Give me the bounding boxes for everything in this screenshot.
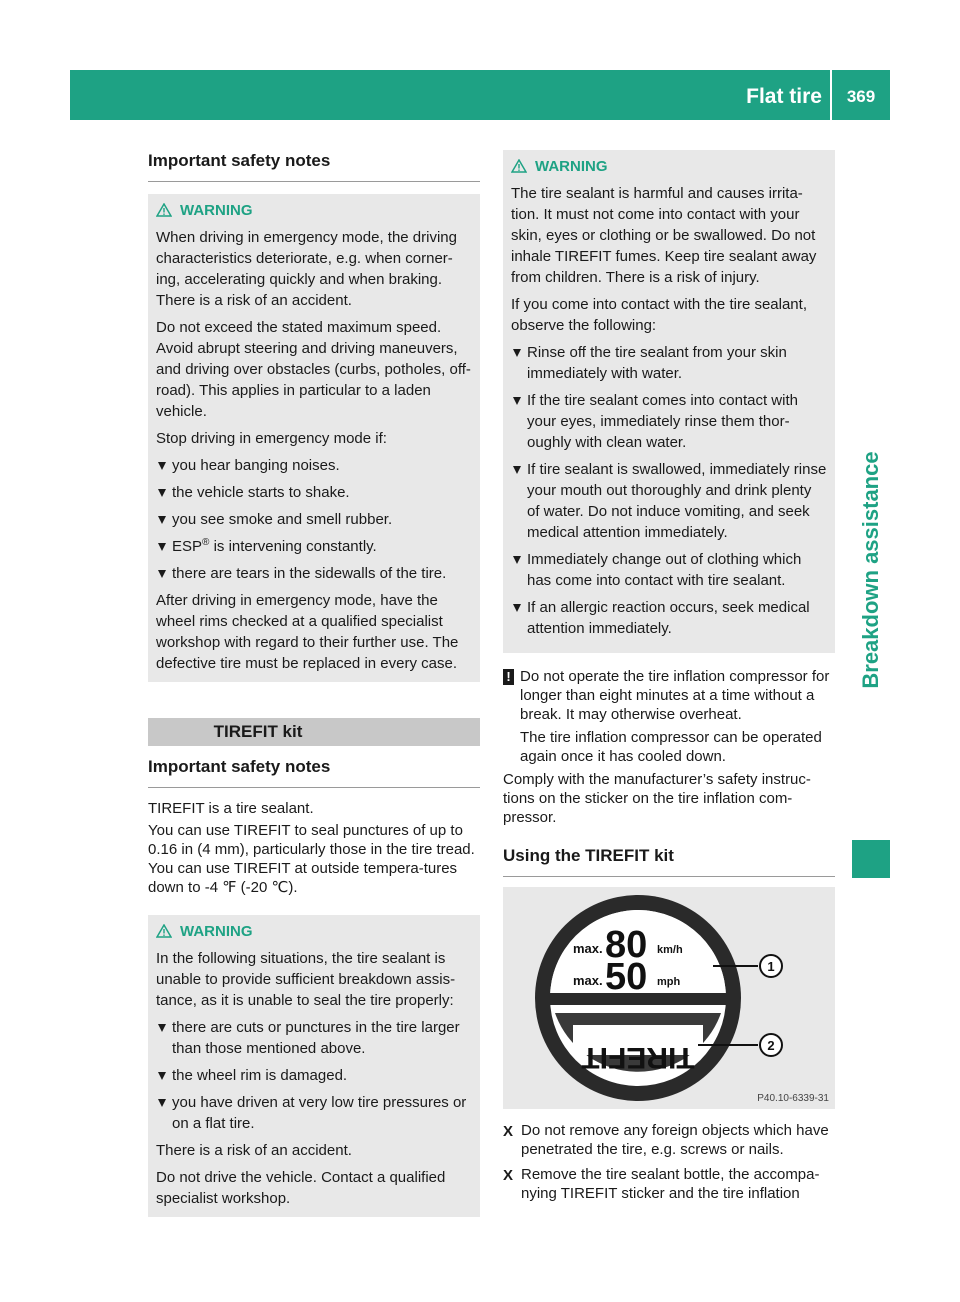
tirefit-sticker-figure bbox=[503, 887, 835, 1109]
section-title-safety-notes-2: Important safety notes bbox=[148, 756, 480, 788]
chapter-heading-tirefit: TIREFIT kit bbox=[148, 718, 480, 746]
sticker-max-label-2: max. bbox=[573, 973, 603, 988]
warning-box-sealant-limits bbox=[148, 915, 480, 1217]
body-text: TIREFIT is a tire sealant. bbox=[148, 800, 314, 817]
step-marker-icon: X bbox=[503, 1123, 514, 1140]
header-title: Flat tire bbox=[746, 85, 822, 108]
warning-text: Do not drive the vehicle. Contact a qualified specialist workshop. bbox=[156, 1169, 446, 1207]
step-marker-icon: X bbox=[503, 1167, 514, 1184]
header-divider bbox=[830, 70, 832, 120]
warning-title: WARNING bbox=[156, 201, 472, 221]
warning-text: There is a risk of an accident. bbox=[156, 1142, 352, 1159]
warning-text: The tire sealant is harmful and causes irrita-tion. It must not come into contact with your skin, eyes or clothing or be swallowed. Do not inhale TIREFIT fumes. Keep tire sealant away from children. There is a risk of injury. bbox=[511, 185, 817, 286]
list-item: there are tears in the sidewalls of the tire. bbox=[156, 563, 472, 584]
section-title-safety-notes: Important safety notes bbox=[148, 150, 480, 182]
callout-1: 1 bbox=[767, 959, 775, 974]
warning-box-sealant-harmful bbox=[503, 150, 835, 653]
page-header bbox=[70, 70, 890, 120]
note-text: Do not operate the tire inflation compressor for longer than eight minutes at a time without a break. It may otherwise overheat. bbox=[520, 668, 830, 723]
warning-text: In the following situations, the tire sealant is unable to provide sufficient breakdown assis-tance, as it is unable to seal the tire properly: bbox=[156, 950, 456, 1009]
warning-triangle-icon bbox=[511, 159, 527, 173]
page-number: 369 bbox=[846, 87, 876, 106]
list-item: ESP® is intervening constantly. bbox=[156, 536, 472, 557]
list-item: you have driven at very low tire pressures or on a flat tire. bbox=[156, 1092, 472, 1134]
warning-triangle-icon bbox=[156, 924, 172, 938]
sticker-max-label: max. bbox=[573, 941, 603, 956]
sticker-tirefit-mirrored: TIREFIT bbox=[581, 1041, 695, 1074]
step-item: X Do not remove any foreign objects which have penetrated the tire, e.g. screws or nails. bbox=[503, 1122, 829, 1158]
chapter-label: Breakdown assistance bbox=[858, 451, 883, 689]
list-item: If tire sealant is swallowed, immediately rinse your mouth out thoroughly and drink plenty of water. Do not induce vomiting, and seek medical attention immediately. bbox=[511, 459, 827, 543]
warning-text: After driving in emergency mode, have the wheel rims checked at a qualified specialist workshop with regard to their further use. The defective tire must be replaced in every case. bbox=[156, 592, 459, 672]
list-item: If an allergic reaction occurs, seek medical attention immediately. bbox=[511, 597, 827, 639]
sticker-kmh-unit: km/h bbox=[657, 944, 683, 956]
note-text: The tire inflation compressor can be operated again once it has cooled down. bbox=[520, 729, 822, 765]
warning-title: WARNING bbox=[511, 157, 827, 177]
list-item: you see smoke and smell rubber. bbox=[156, 509, 472, 530]
list-item: If the tire sealant comes into contact with your eyes, immediately rinse them thor-oughly with clean water. bbox=[511, 390, 827, 453]
figure-code: P40.10-6339-31 bbox=[757, 1093, 829, 1104]
left-column bbox=[148, 150, 480, 1217]
list-item: the wheel rim is damaged. bbox=[156, 1065, 472, 1086]
warning-box-emergency-mode bbox=[148, 194, 480, 682]
bullet-list bbox=[156, 1017, 472, 1134]
list-item: you hear banging noises. bbox=[156, 455, 472, 476]
list-item: Rinse off the tire sealant from your skin immediately with water. bbox=[511, 342, 827, 384]
warning-text: When driving in emergency mode, the driving characteristics deteriorate, e.g. when corner-ing, accelerating quickly and when braking. There is a risk of an accident. bbox=[156, 229, 457, 309]
warning-text: Stop driving in emergency mode if: bbox=[156, 430, 387, 447]
right-column bbox=[503, 150, 835, 1209]
note-compressor bbox=[503, 667, 835, 766]
warning-title: WARNING bbox=[156, 922, 472, 942]
body-text: Comply with the manufacturer’s safety instruc-tions on the sticker on the tire inflation com-pressor. bbox=[503, 771, 811, 826]
exclamation-icon: ! bbox=[503, 669, 514, 685]
warning-text: If you come into contact with the tire sealant, observe the following: bbox=[511, 296, 807, 334]
warning-text: Do not exceed the stated maximum speed. Avoid abrupt steering and driving maneuvers, and driving over obstacles (curbs, potholes, off-road). This applies in particular to a laden vehicle. bbox=[156, 319, 471, 420]
list-item: Immediately change out of clothing which has come into contact with tire sealant. bbox=[511, 549, 827, 591]
section-title-using-tirefit: Using the TIREFIT kit bbox=[503, 845, 835, 877]
bullet-list bbox=[156, 455, 472, 584]
sticker-mph-value: 50 bbox=[605, 956, 648, 998]
step-list bbox=[503, 1121, 835, 1203]
tirefit-sticker-illustration bbox=[503, 887, 835, 1109]
step-item: X Remove the tire sealant bottle, the accompa-nying TIREFIT sticker and the tire inflation bbox=[503, 1166, 820, 1202]
sticker-mph-unit: mph bbox=[657, 976, 681, 988]
chapter-marker-block bbox=[852, 840, 890, 878]
body-text: You can use TIREFIT to seal punctures of up to 0.16 in (4 mm), particularly those in the tire tread. You can use TIREFIT at outside tempera-tures down to -4 ℉ (-20 ℃). bbox=[148, 822, 475, 896]
list-item: there are cuts or punctures in the tire larger than those mentioned above. bbox=[156, 1017, 472, 1059]
warning-triangle-icon bbox=[156, 203, 172, 217]
sticker-kmh-value: 80 bbox=[605, 924, 648, 966]
list-item: the vehicle starts to shake. bbox=[156, 482, 472, 503]
bullet-list bbox=[511, 342, 827, 639]
chapter-side-tab bbox=[852, 320, 890, 820]
callout-2: 2 bbox=[767, 1038, 775, 1053]
